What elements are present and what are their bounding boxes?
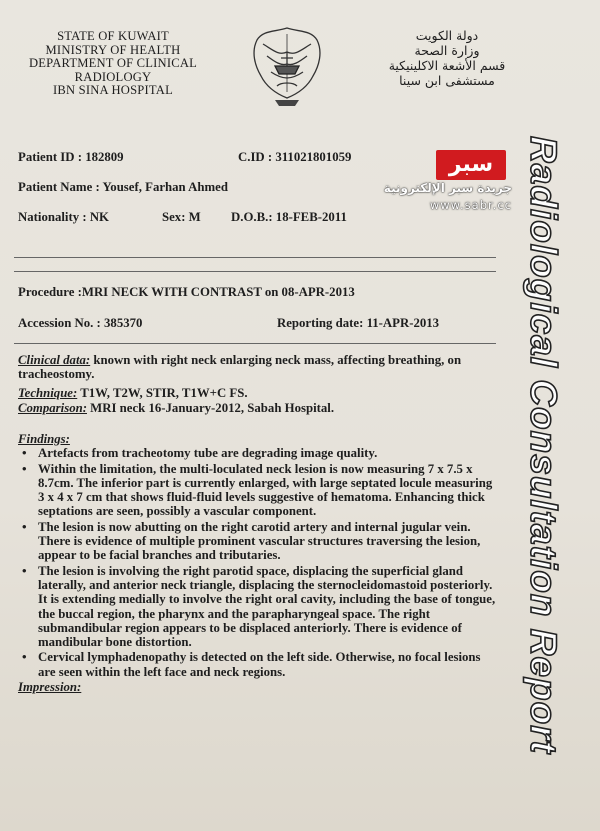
accession-row — [18, 316, 142, 331]
finding-item: • Cervical lymphadenopathy is detected on the left side. Otherwise, no focal lesions are seen within the left face and neck regions. — [18, 650, 498, 679]
comparison — [18, 401, 498, 415]
reporting-date-row — [277, 316, 439, 331]
patient-id-row — [18, 150, 124, 165]
side-title-stamp — [513, 130, 573, 760]
sex-row — [162, 210, 201, 225]
technique — [18, 386, 498, 400]
finding-item: • Artefacts from tracheotomy tube are degrading image quality. — [18, 446, 498, 460]
header-ar-line: مستشفى ابن سينا — [399, 73, 495, 88]
technique-text: T1W, T2W, STIR, T1W+C FS. — [77, 386, 248, 400]
sabr-url: www.sabr.cc — [429, 198, 512, 212]
header-arabic — [372, 28, 522, 88]
header-ar-line: وزارة الصحة — [414, 43, 480, 58]
cid-label: C.ID : — [238, 150, 273, 164]
finding-item: • The lesion is now abutting on the right carotid artery and internal jugular vein. There is evidence of multiple prominent vascular structures traversing the lesion, appear to be facial branches and tributaries. — [18, 520, 498, 563]
sabr-subtitle: جريدة سبر الإلكترونية — [383, 181, 512, 195]
impression-label: Impression: — [18, 680, 82, 695]
patient-name-value: Yousef, Farhan Ahmed — [102, 180, 228, 194]
header-en-line: RADIOLOGY — [74, 69, 152, 84]
procedure-row — [18, 285, 355, 300]
kuwait-emblem-icon — [247, 22, 327, 118]
comparison-label: Comparison: — [18, 401, 87, 415]
sex-value: M — [188, 210, 201, 224]
cid-row — [238, 150, 351, 165]
header-english — [18, 30, 208, 98]
sex-label: Sex: — [162, 210, 186, 224]
clinical-data — [18, 353, 498, 382]
dob-value: 18-FEB-2011 — [275, 210, 347, 224]
accession-value: 385370 — [104, 316, 143, 330]
header-ar-line: قسم الأشعة الاكلينيكية — [388, 58, 506, 73]
header-ar-line: دولة الكويت — [415, 28, 479, 43]
procedure-value: MRI NECK WITH CONTRAST on 08-APR-2013 — [81, 285, 355, 299]
findings-list — [18, 446, 498, 679]
patient-id-label: Patient ID : — [18, 150, 82, 164]
accession-label: Accession No. : — [18, 316, 101, 330]
patient-id-value: 182809 — [85, 150, 124, 164]
divider — [14, 271, 496, 272]
patient-name-row — [18, 180, 228, 195]
dob-row — [231, 210, 347, 225]
header-en-line: STATE OF KUWAIT — [57, 29, 169, 43]
reporting-date-value: 11-APR-2013 — [366, 316, 440, 330]
finding-item: • The lesion is involving the right parotid space, displacing the superficial gland laterally, and anterior neck triangle, displacing the sternocleidomastoid posteriorly. It is extending medially to involve the right oral cavity, including the base of tongue, the buccal region, the pharynx and the parapharyngeal space. The right submandibular region appears to be displaced anteriorly. There is evidence of mandibular bone distortion. — [18, 564, 498, 650]
divider — [14, 343, 496, 344]
cid-value: 311021801059 — [275, 150, 352, 164]
header-en-line: MINISTRY OF HEALTH — [45, 42, 181, 57]
nationality-label: Nationality : — [18, 210, 87, 224]
divider — [14, 257, 496, 258]
header-en-line: IBN SINA HOSPITAL — [53, 83, 173, 97]
nationality-row — [18, 210, 109, 225]
patient-name-label: Patient Name : — [18, 180, 100, 194]
header-en-line: DEPARTMENT OF CLINICAL — [28, 56, 198, 70]
side-title: Radiological Consultation Report — [523, 136, 564, 754]
reporting-date-label: Reporting date: — [277, 316, 364, 330]
dob-label: D.O.B.: — [231, 210, 273, 224]
procedure-label: Procedure : — [18, 285, 82, 299]
nationality-value: NK — [89, 210, 110, 224]
technique-label: Technique: — [18, 386, 78, 400]
sabr-logo: سبر — [436, 150, 506, 180]
findings-label: Findings: — [18, 432, 70, 446]
clinical-text: known with right neck enlarging neck mass, affecting breathing, on tracheostomy. — [18, 353, 462, 382]
clinical-label: Clinical data: — [18, 353, 91, 367]
findings-section — [18, 432, 498, 694]
finding-item: • Within the limitation, the multi-loculated neck lesion is now measuring 7 x 7.5 x 8.7cm. The inferior part is currently enlarged, with large septated locule measuring 3 x 4 x 7 cm that shows fluid-fluid levels suggestive of hematoma. Enhancing thick septations are seen, possibly a vascular component. — [18, 462, 498, 519]
comparison-text: MRI neck 16-January-2012, Sabah Hospital. — [86, 401, 335, 415]
